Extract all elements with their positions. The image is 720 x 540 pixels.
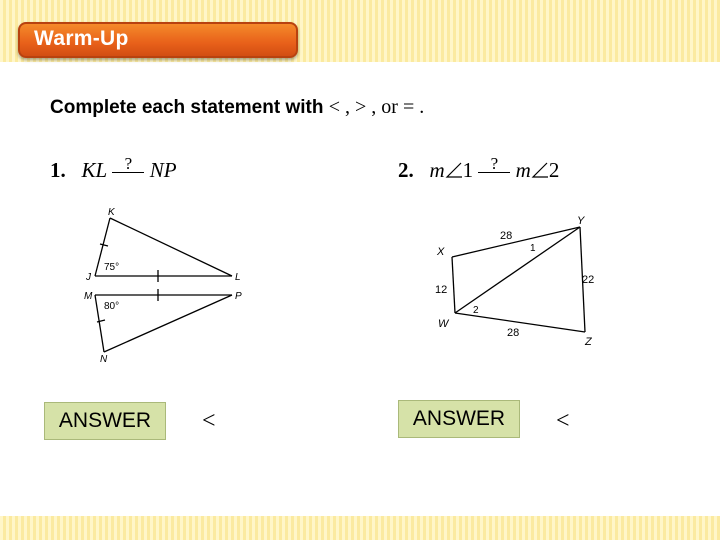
segment-NP xyxy=(104,295,232,352)
problem-1-left: KL xyxy=(81,158,108,182)
problem-1-number: 1. xyxy=(50,158,66,182)
tick-MN xyxy=(97,320,105,322)
label-X: X xyxy=(437,246,445,258)
segment-KL xyxy=(110,218,232,276)
label-W: W xyxy=(438,318,449,330)
problem-1-right: NP xyxy=(149,158,177,182)
label-N: N xyxy=(100,354,108,365)
problem-2-left-num: 1 xyxy=(462,158,474,182)
instruction xyxy=(50,96,424,119)
problem-2-number: 2. xyxy=(398,158,414,182)
label-Y: Y xyxy=(577,215,585,227)
figure-1 xyxy=(80,200,250,370)
problem-1-statement xyxy=(50,154,177,183)
label-K: K xyxy=(108,207,115,218)
instruction-symbols: < , > , or = . xyxy=(328,96,425,118)
angle-label-75: 75° xyxy=(104,262,120,273)
answer-2-value: < xyxy=(556,408,570,434)
problem-2-left-m: m xyxy=(429,158,445,182)
angle-label-80: 80° xyxy=(104,301,120,312)
side-XY-length: 28 xyxy=(500,230,513,242)
segment-WY xyxy=(455,227,580,313)
side-YZ-length: 22 xyxy=(582,274,595,286)
angle-icon xyxy=(445,158,463,182)
label-M: M xyxy=(84,291,93,302)
side-WZ-length: 28 xyxy=(507,327,520,339)
problem-2-blank: ? xyxy=(478,156,510,173)
answer-2-label: ANSWER xyxy=(398,400,520,438)
answer-1-label: ANSWER xyxy=(44,402,166,440)
side-XW-length: 12 xyxy=(435,284,448,296)
angle-1-label: 1 xyxy=(530,243,536,254)
label-Z: Z xyxy=(585,336,592,348)
label-P: P xyxy=(235,291,242,302)
problem-2-right-m: m xyxy=(515,158,531,182)
page-title: Warm-Up xyxy=(34,27,129,50)
segment-MN xyxy=(95,295,104,352)
label-L: L xyxy=(235,272,241,283)
problem-1-blank: ? xyxy=(112,156,144,173)
problem-2-right-num: 2 xyxy=(548,158,560,182)
tick-KJ xyxy=(100,244,108,246)
figure-2 xyxy=(425,205,605,355)
answer-1-value: < xyxy=(202,408,216,434)
segment-XY xyxy=(452,227,580,257)
problem-2-statement xyxy=(398,154,560,183)
angle-icon xyxy=(531,158,549,182)
footer-band xyxy=(0,516,720,540)
instruction-text: Complete each statement with xyxy=(50,97,324,118)
label-J: J xyxy=(86,272,91,283)
angle-2-label: 2 xyxy=(473,305,479,316)
segment-XW xyxy=(452,257,455,313)
